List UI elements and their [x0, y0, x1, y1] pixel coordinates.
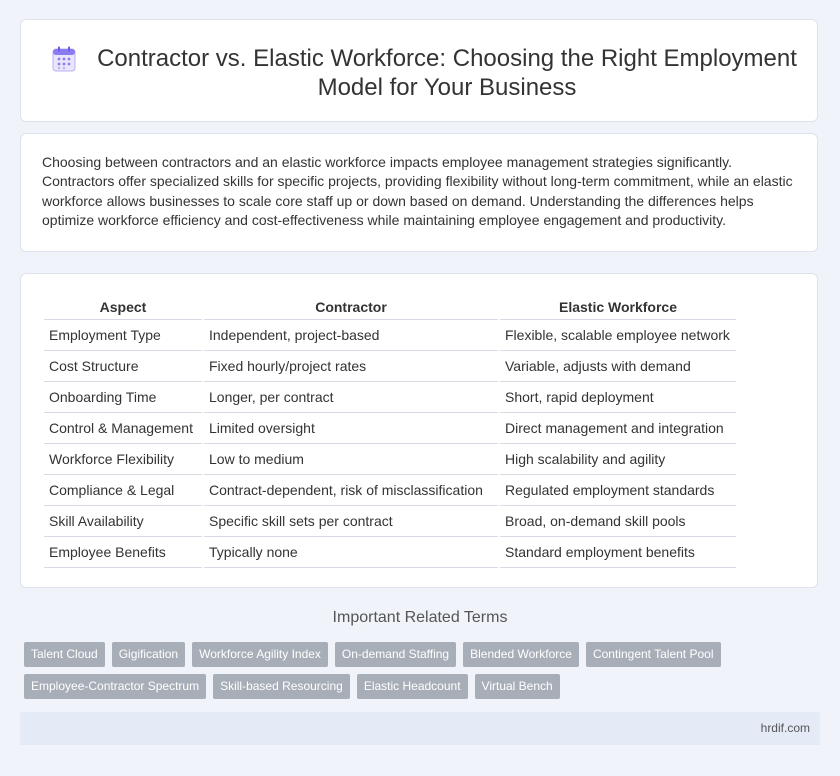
table-cell-aspect: Onboarding Time — [44, 382, 202, 413]
table-header-row — [44, 295, 736, 320]
table-cell-contractor: Typically none — [204, 537, 498, 568]
column-header-elastic-workforce: Elastic Workforce — [500, 295, 736, 320]
tag-talent-cloud[interactable]: Talent Cloud — [24, 642, 105, 667]
intro-paragraph: Choosing between contractors and an elastic workforce impacts employee management strategies significantly. Contractors offer specialized skills for specific projects, providing flexibility without long-term commitment, while an elastic workforce allows businesses to scale core staff up or down based on demand. Understanding the differences helps optimize workforce efficiency and cost-effectiveness while maintaining employee engagement and productivity. — [42, 154, 793, 228]
tag-elastic-headcount[interactable]: Elastic Headcount — [357, 674, 468, 699]
column-header-contractor: Contractor — [204, 295, 498, 320]
tag-blended-workforce[interactable]: Blended Workforce — [463, 642, 579, 667]
page-title: Contractor vs. Elastic Workforce: Choosing the Right Employment Model for Your Business — [97, 45, 797, 101]
table-cell-aspect: Employee Benefits — [44, 537, 202, 568]
table-cell-aspect: Workforce Flexibility — [44, 444, 202, 475]
table-row — [44, 444, 736, 475]
calendar-icon — [52, 46, 76, 72]
title-card — [20, 19, 818, 122]
related-terms-tags — [24, 642, 784, 699]
table-row — [44, 320, 736, 351]
table-cell-aspect: Skill Availability — [44, 506, 202, 537]
table-cell-contractor: Specific skill sets per contract — [204, 506, 498, 537]
tag-virtual-bench[interactable]: Virtual Bench — [475, 674, 560, 699]
table-cell-contractor: Longer, per contract — [204, 382, 498, 413]
table-cell-elastic: Direct management and integration — [500, 413, 736, 444]
tag-workforce-agility-index[interactable]: Workforce Agility Index — [192, 642, 328, 667]
table-row — [44, 382, 736, 413]
table-cell-elastic: Flexible, scalable employee network — [500, 320, 736, 351]
table-row — [44, 475, 736, 506]
comparison-table — [42, 295, 738, 568]
tag-on-demand-staffing[interactable]: On-demand Staffing — [335, 642, 456, 667]
table-cell-elastic: Regulated employment standards — [500, 475, 736, 506]
table-cell-contractor: Independent, project-based — [204, 320, 498, 351]
tag-employee-contractor-spectrum[interactable]: Employee-Contractor Spectrum — [24, 674, 206, 699]
table-cell-elastic: High scalability and agility — [500, 444, 736, 475]
table-cell-aspect: Control & Management — [44, 413, 202, 444]
table-cell-contractor: Low to medium — [204, 444, 498, 475]
table-cell-elastic: Variable, adjusts with demand — [500, 351, 736, 382]
table-cell-elastic: Short, rapid deployment — [500, 382, 736, 413]
related-terms-title: Important Related Terms — [332, 609, 508, 626]
comparison-card — [20, 273, 818, 588]
table-cell-elastic: Standard employment benefits — [500, 537, 736, 568]
intro-card — [20, 133, 818, 252]
tag-contingent-talent-pool[interactable]: Contingent Talent Pool — [586, 642, 721, 667]
column-header-aspect: Aspect — [44, 295, 202, 320]
table-row — [44, 351, 736, 382]
table-row — [44, 537, 736, 568]
table-row — [44, 413, 736, 444]
table-cell-aspect: Employment Type — [44, 320, 202, 351]
table-cell-contractor: Fixed hourly/project rates — [204, 351, 498, 382]
table-cell-contractor: Limited oversight — [204, 413, 498, 444]
table-row — [44, 506, 736, 537]
footer — [20, 712, 820, 745]
tag-gigification[interactable]: Gigification — [112, 642, 185, 667]
tag-skill-based-resourcing[interactable]: Skill-based Resourcing — [213, 674, 350, 699]
table-cell-aspect: Cost Structure — [44, 351, 202, 382]
table-cell-contractor: Contract-dependent, risk of misclassification — [204, 475, 498, 506]
footer-site-name[interactable]: hrdif.com — [760, 721, 810, 735]
table-cell-aspect: Compliance & Legal — [44, 475, 202, 506]
table-cell-elastic: Broad, on-demand skill pools — [500, 506, 736, 537]
